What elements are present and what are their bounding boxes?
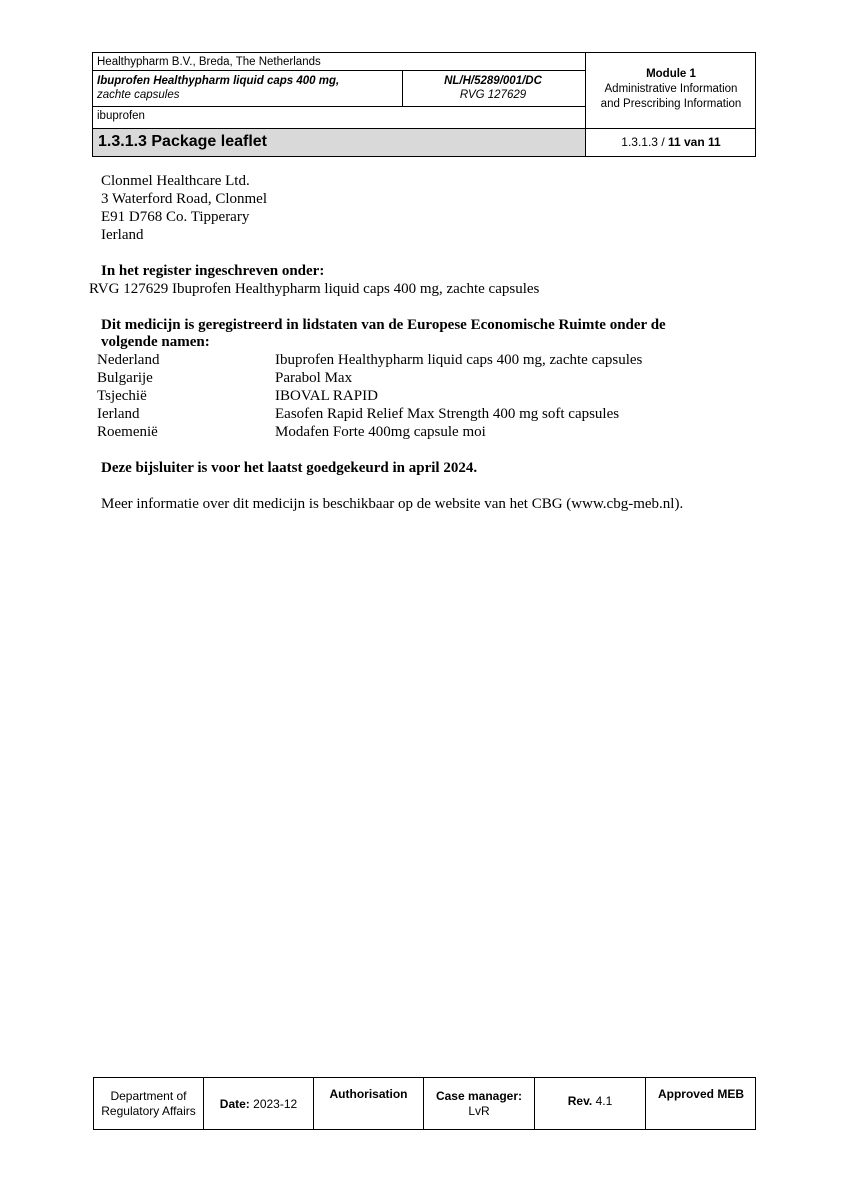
product-local-name: Modafen Forte 400mg capsule moi [275, 424, 486, 440]
procedure-info [403, 74, 583, 102]
address-line: Ierland [101, 227, 144, 243]
product-local-name: Easofen Rapid Relief Max Strength 400 mg soft capsules [275, 406, 620, 422]
footer-department [94, 1078, 204, 1129]
date-value: 2023-12 [253, 1097, 298, 1111]
date-label: Date: [219, 1097, 250, 1111]
module-line: Administrative Information [604, 83, 738, 95]
footer-case-manager [424, 1078, 535, 1129]
document-header [92, 52, 756, 157]
address-line: E91 D768 Co. Tipperary [101, 209, 250, 225]
approved-label: Approved MEB [657, 1087, 744, 1101]
module-line: and Prescribing Information [600, 98, 742, 110]
country-name: Tsjechië [97, 388, 147, 404]
module-title: Module 1 [646, 68, 696, 80]
eea-heading: volgende namen: [101, 334, 210, 350]
eea-heading: Dit medicijn is geregistreerd in lidstaten van de Europese Economische Ruimte onder de [101, 317, 666, 333]
product-name [97, 74, 397, 102]
product-form: zachte capsules [97, 89, 180, 101]
country-name: Nederland [97, 352, 160, 368]
procedure-number: NL/H/5289/001/DC [444, 75, 542, 87]
register-text: RVG 127629 Ibuprofen Healthypharm liquid caps 400 mg, zachte capsules [89, 281, 540, 297]
page-count: 11 van 11 [667, 135, 721, 149]
footer-approved [646, 1078, 756, 1129]
country-name: Ierland [97, 406, 140, 422]
active-substance: ibuprofen [97, 110, 145, 122]
footer-date [204, 1078, 314, 1129]
department-line: Regulatory Affairs [101, 1104, 196, 1118]
module-info [586, 67, 756, 112]
company-name: Healthypharm B.V., Breda, The Netherlands [97, 56, 321, 68]
address-line: 3 Waterford Road, Clonmel [101, 191, 267, 207]
page-number [586, 135, 756, 149]
country-name: Roemenië [97, 424, 158, 440]
product-local-name: IBOVAL RAPID [275, 388, 378, 404]
department-line: Department of [110, 1089, 187, 1103]
divider [93, 106, 585, 107]
rvg-number: RVG 127629 [459, 89, 527, 101]
divider [93, 70, 585, 71]
page-ref: 1.3.1.3 / [621, 135, 668, 149]
rev-label: Rev. [567, 1094, 593, 1108]
authorisation-label: Authorisation [329, 1087, 408, 1101]
more-info-text: Meer informatie over dit medicijn is beschikbaar op de website van het CBG (www.cbg-meb.nl). [101, 496, 684, 512]
approval-statement: Deze bijsluiter is voor het laatst goedgekeurd in april 2024. [101, 460, 478, 476]
product-name-line: Ibuprofen Healthypharm liquid caps 400 mg, [97, 75, 340, 87]
register-heading: In het register ingeschreven onder: [101, 263, 325, 279]
case-manager-value: LvR [468, 1104, 490, 1118]
section-title: 1.3.1.3 Package leaflet [98, 133, 267, 150]
address-line: Clonmel Healthcare Ltd. [101, 173, 250, 189]
country-name: Bulgarije [97, 370, 153, 386]
footer-authorisation [314, 1078, 424, 1129]
rev-value: 4.1 [595, 1094, 613, 1108]
product-local-name: Ibuprofen Healthypharm liquid caps 400 mg, zachte capsules [275, 352, 643, 368]
document-footer [93, 1077, 756, 1130]
footer-revision [535, 1078, 646, 1129]
product-local-name: Parabol Max [275, 370, 353, 386]
case-manager-label: Case manager: [435, 1089, 523, 1103]
